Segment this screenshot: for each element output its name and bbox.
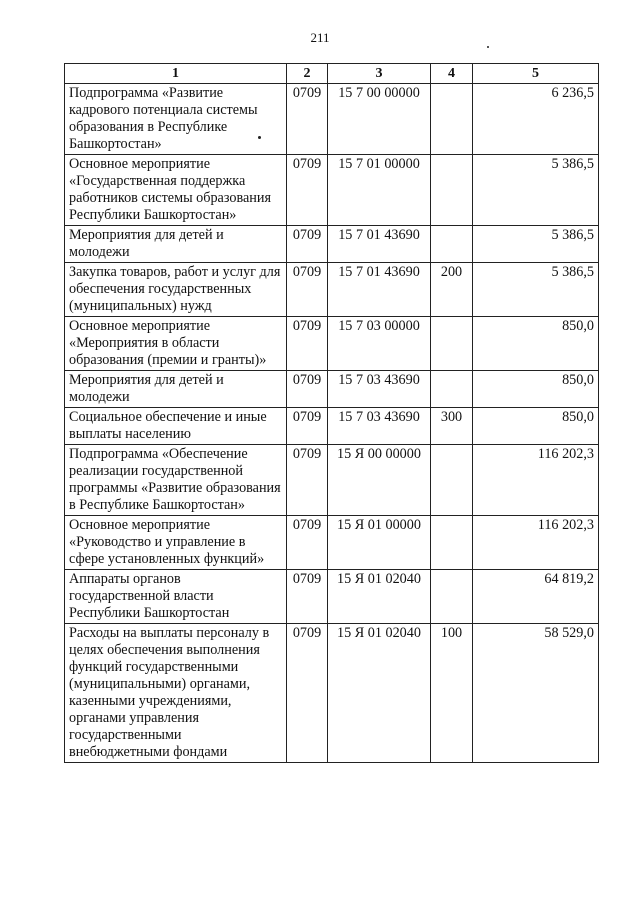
table-header-row [65,64,599,84]
row-expense-type [431,226,473,263]
table-body [65,84,599,763]
row-expense-type [431,445,473,516]
row-target-code: 15 Я 01 00000 [328,516,431,570]
table-row [65,624,599,763]
row-section: 0709 [287,263,328,317]
table-row [65,263,599,317]
row-amount: 850,0 [473,371,599,408]
table-row [65,84,599,155]
row-section: 0709 [287,408,328,445]
row-expense-type [431,317,473,371]
table-row [65,570,599,624]
budget-table [64,63,599,763]
column-header: 5 [473,64,599,84]
row-amount: 5 386,5 [473,263,599,317]
row-amount: 5 386,5 [473,226,599,263]
row-target-code: 15 7 03 00000 [328,317,431,371]
row-target-code: 15 7 03 43690 [328,408,431,445]
row-expense-type [431,570,473,624]
row-target-code: 15 7 00 00000 [328,84,431,155]
row-name: Основное мероприятие «Государственная поддержка работников системы образования Республики Башкортостан» [65,155,287,226]
row-name: Подпрограмма «Обеспечение реализации государственной программы «Развитие образования в Республике Башкортостан» [65,445,287,516]
row-amount: 850,0 [473,317,599,371]
row-amount: 6 236,5 [473,84,599,155]
row-name: Расходы на выплаты персоналу в целях обеспечения выполнения функций государственными (муниципальными) органами, казенными учреждениями, органами управления государственными внебюджетными фондами [65,624,287,763]
row-amount: 116 202,3 [473,445,599,516]
table-row [65,516,599,570]
row-amount: 64 819,2 [473,570,599,624]
column-header: 3 [328,64,431,84]
row-section: 0709 [287,445,328,516]
table-row [65,445,599,516]
row-target-code: 15 Я 01 02040 [328,570,431,624]
table-row [65,371,599,408]
row-name: Мероприятия для детей и молодежи [65,371,287,408]
row-target-code: 15 7 01 43690 [328,263,431,317]
row-section: 0709 [287,155,328,226]
table-row [65,408,599,445]
row-expense-type [431,516,473,570]
row-expense-type [431,155,473,226]
row-amount: 5 386,5 [473,155,599,226]
row-amount: 850,0 [473,408,599,445]
row-expense-type [431,84,473,155]
row-expense-type: 200 [431,263,473,317]
row-amount: 58 529,0 [473,624,599,763]
row-expense-type [431,371,473,408]
row-name: Основное мероприятие «Руководство и управление в сфере установленных функций» [65,516,287,570]
row-name: Мероприятия для детей и молодежи [65,226,287,263]
row-target-code: 15 7 03 43690 [328,371,431,408]
row-section: 0709 [287,371,328,408]
column-header: 4 [431,64,473,84]
scan-speck [487,46,489,48]
row-target-code: 15 7 01 43690 [328,226,431,263]
row-target-code: 15 Я 00 00000 [328,445,431,516]
column-header: 1 [65,64,287,84]
row-amount: 116 202,3 [473,516,599,570]
table-row [65,317,599,371]
row-expense-type: 100 [431,624,473,763]
row-name: Аппараты органов государственной власти Республики Башкортостан [65,570,287,624]
row-section: 0709 [287,317,328,371]
row-section: 0709 [287,624,328,763]
column-header: 2 [287,64,328,84]
row-section: 0709 [287,570,328,624]
row-name: Закупка товаров, работ и услуг для обеспечения государственных (муниципальных) нужд [65,263,287,317]
row-target-code: 15 7 01 00000 [328,155,431,226]
table-row [65,226,599,263]
row-section: 0709 [287,84,328,155]
row-name: Подпрограмма «Развитие кадрового потенциала системы образования в Республике Башкортостан» [65,84,287,155]
row-section: 0709 [287,226,328,263]
row-target-code: 15 Я 01 02040 [328,624,431,763]
page-number: 211 [310,30,330,45]
row-section: 0709 [287,516,328,570]
row-name: Основное мероприятие «Мероприятия в области образования (премии и гранты)» [65,317,287,371]
row-name: Социальное обеспечение и иные выплаты населению [65,408,287,445]
row-expense-type: 300 [431,408,473,445]
table-row [65,155,599,226]
